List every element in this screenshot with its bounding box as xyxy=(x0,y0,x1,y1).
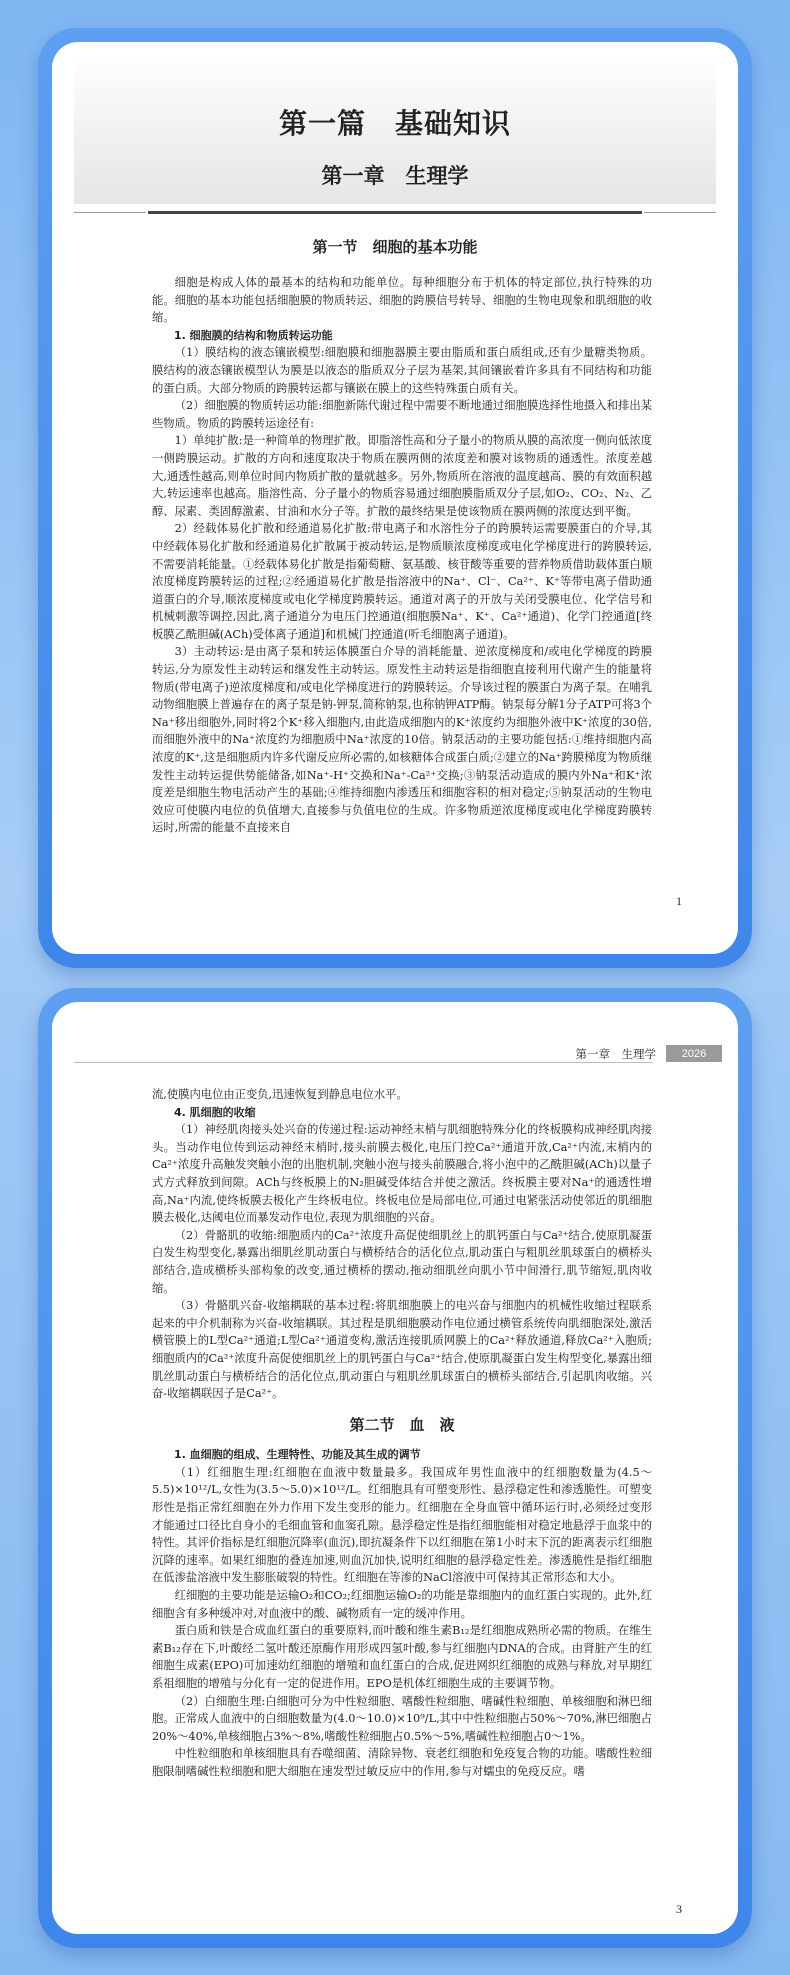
paragraph: 2）经载体易化扩散和经通道易化扩散:带电离子和水溶性分子的跨膜转运需要膜蛋白的介导,其中经载体易化扩散和经通道易化扩散属于被动转运,是物质顺浓度梯度或电化学梯度进行的跨膜转运,不需要消耗能量。①经载体易化扩散是指葡萄糖、氨基酸、核苷酸等重要的营养物质借助载体蛋白顺浓度梯度跨膜转运的过程;②经通道易化扩散是指溶液中的Na⁺、Cl⁻、Ca²⁺、K⁺等带电离子借助通道蛋白的介导,顺浓度梯度或电化学梯度跨膜转运。通道对离子的开放与关闭受膜电位、化学信号和机械刺激等调控,因此,离子通道分为电压门控通道(细胞膜Na⁺、K⁺、Ca²⁺通道)、化学门控通道[终板膜乙酰胆碱(ACh)受体离子通道]和机械门控通道(听毛细胞离子通道)。 xyxy=(152,522,652,641)
paragraph: （1）神经肌肉接头处兴奋的传递过程:运动神经末梢与肌细胞特殊分化的终板膜构成神经肌肉接头。当动作电位传到运动神经末梢时,接头前膜去极化,电压门控Ca²⁺通道开放,Ca²⁺内流,末梢内的Ca²⁺浓度升高触发突触小泡的出胞机制,突触小泡与接头前膜融合,将小泡中的乙酰胆碱(ACh)以量子式方式释放到间隙。ACh与终板膜上的N₂胆碱受体结合并使之激活。终板膜主要对Na⁺的通透性增高,Na⁺内流,使终板膜去极化产生终板电位。终板电位是局部电位,可通过电紧张活动使邻近的肌细胞膜去极化,达阈电位而暴发动作电位,表现为肌细胞的兴奋。 xyxy=(152,1123,652,1225)
paragraph: （2）骨骼肌的收缩:细胞质内的Ca²⁺浓度升高促使细肌丝上的肌钙蛋白与Ca²⁺结合,使原肌凝蛋白发生构型变化,暴露出细肌丝肌动蛋白与横桥结合的活化位点,肌动蛋白与粗肌丝肌球蛋白的横桥头部结合,造成横桥头部构象的改变,通过横桥的摆动,拖动细肌丝向肌小节中间滑行,肌节缩短,肌肉收缩。 xyxy=(152,1228,652,1295)
subheading: 1. 细胞膜的结构和物质转运功能 xyxy=(174,328,333,342)
running-head-chapter: 第一章 生理学 xyxy=(575,1046,656,1061)
divider-left xyxy=(74,212,146,213)
section-title-1: 第一节 细胞的基本功能 xyxy=(312,238,478,256)
paragraph: 蛋白质和铁是合成血红蛋白的重要原料,而叶酸和维生素B₁₂是红细胞成熟所必需的物质。在维生素B₁₂存在下,叶酸经二氢叶酸还原酶作用形成四氢叶酸,参与红细胞内DNA的合成。由肾脏产生的红细胞生成素(EPO)可加速幼红细胞的增殖和血红蛋白的合成,促进网织红细胞的成熟与释放,对早期红系祖细胞的增殖与分化有一定的促进作用。EPO是机体红细胞生成的主要调节物。 xyxy=(152,1624,652,1690)
page-2-body xyxy=(152,1086,652,1781)
paragraph: 中性粒细胞和单核细胞具有吞噬细菌、清除异物、衰老红细胞和免疫复合物的功能。嗜酸性粒细胞限制嗜碱性粒细胞和肥大细胞在速发型过敏反应中的作用,参与对蠕虫的免疫反应。嗜 xyxy=(152,1747,652,1778)
page-frame-2 xyxy=(38,988,752,1948)
page-number: 3 xyxy=(676,1902,682,1916)
subheading: 4. 肌细胞的收缩 xyxy=(174,1105,256,1119)
paragraph: （1）膜结构的液态镶嵌模型:细胞膜和细胞器膜主要由脂质和蛋白质组成,还有少量糖类物质。膜结构的液态镶嵌模型认为膜是以液态的脂质双分子层为基架,其间镶嵌着许多具有不同结构和功能的蛋白质。大部分物质的跨膜转运都与镶嵌在膜上的这些特殊蛋白质有关。 xyxy=(152,346,652,395)
paragraph: 3）主动转运:是由离子泵和转运体膜蛋白介导的消耗能量、逆浓度梯度和/或电化学梯度的跨膜转运,分为原发性主动转运和继发性主动转运。原发性主动转运是指细胞直接利用代谢产生的能量将物质(带电离子)逆浓度梯度和/或电化学梯度进行的跨膜转运。介导该过程的膜蛋白为离子泵。在哺乳动物细胞膜上普遍存在的离子泵是钠-钾泵,简称钠泵,也称钠钾ATP酶。钠泵每分解1分子ATP可将3个Na⁺移出细胞外,同时将2个K⁺移入细胞内,由此造成细胞内的K⁺浓度约为细胞外液中K⁺浓度的30倍,而细胞外液中的Na⁺浓度约为细胞质中Na⁺浓度的10倍。钠泵活动的主要功能包括:①维持细胞内高浓度的K⁺,这是细胞质内许多代谢反应所必需的,如核糖体合成蛋白质;②建立的Na⁺跨膜梯度为物质继发性主动转运提供势能储备,如Na⁺-H⁺交换和Na⁺-Ca²⁺交换;③钠泵活动造成的膜内外Na⁺和K⁺浓度差是细胞生物电活动产生的基础;④维持细胞内渗透压和细胞容积的相对稳定;⑤钠泵活动的生物电效应可使膜内电位的负值增大,直接参与负值电位的生成。许多物质逆浓度梯度或电化学梯度跨膜转运时,所需的能量不直接来自 xyxy=(152,645,653,835)
paragraph: 流,使膜内电位由正变负,迅速恢复到静息电位水平。 xyxy=(152,1088,408,1101)
paragraph: （2）细胞膜的物质转运功能:细胞新陈代谢过程中需要不断地通过细胞膜选择性地摄入和排出某些物质。物质的跨膜转运途径有: xyxy=(152,399,652,430)
running-header xyxy=(576,1045,723,1062)
paragraph: （3）骨骼肌兴奋-收缩耦联的基本过程:将肌细胞膜上的电兴奋与细胞内的机械性收缩过程联系起来的中介机制称为兴奋-收缩耦联。其过程是肌细胞膜动作电位通过横管系统传向肌细胞深处,激活横管膜上的L型Ca²⁺通道;L型Ca²⁺通道变构,激活连接肌质网膜上的Ca²⁺释放通道,释放Ca²⁺入胞质;细胞质内的Ca²⁺浓度升高促使细肌丝上的肌钙蛋白与Ca²⁺结合,使原肌凝蛋白发生构型变化,暴露出细肌丝肌动蛋白与横桥结合的活化位点,肌动蛋白与粗肌丝肌球蛋白的横桥头部结合,引起肌肉收缩。兴奋-收缩耦联因子是Ca²⁺。 xyxy=(152,1299,652,1401)
paragraph: 细胞是构成人体的最基本的结构和功能单位。每种细胞分布于机体的特定部位,执行特殊的功能。细胞的基本功能包括细胞膜的物质转运、细胞的跨膜信号转导、细胞的生物电现象和肌细胞的收缩。 xyxy=(152,276,652,325)
document-page-2 xyxy=(52,1002,738,1934)
section-title-2: 第二节 血 液 xyxy=(349,1415,455,1434)
paragraph: （1）红细胞生理:红细胞在血液中数量最多。我国成年男性血液中的红细胞数量为(4.5～5.5)×10¹²/L,女性为(3.5～5.0)×10¹²/L。红细胞具有可塑变形性、悬浮稳定性和渗透脆性。可塑变形性是指正常红细胞在外力作用下发生变形的能力。红细胞在全身血管中循环运行时,必须经过变形才能通过口径比自身小的毛细血管和血窦孔隙。悬浮稳定性是指红细胞能相对稳定地悬浮于血浆中的特性。其评价指标是红细胞沉降率(血沉),即抗凝条件下以红细胞在第1小时末下沉的距离表示红细胞沉降的速率。如果红细胞的叠连加速,则血沉加快,说明红细胞的悬浮稳定性差。渗透脆性是指红细胞在低渗盐溶液中发生膨胀破裂的特性。红细胞在等渗的NaCl溶液中可保持其正常形态和大小。 xyxy=(152,1465,652,1585)
divider-right xyxy=(644,212,716,213)
divider-main xyxy=(148,211,642,214)
chapter-title: 第一章 生理学 xyxy=(321,163,469,188)
page-number: 1 xyxy=(676,894,682,908)
paragraph: （2）白细胞生理:白细胞可分为中性粒细胞、嗜酸性粒细胞、嗜碱性粒细胞、单核细胞和淋巴细胞。正常成人血液中的白细胞数量为(4.0～10.0)×10⁹/L,其中中性粒细胞占50%～70%,淋巴细胞占20%～40%,单核细胞占3%～8%,嗜酸性粒细胞占0.5%～5%,嗜碱性粒细胞占0～1%。 xyxy=(152,1694,652,1743)
year-badge: 2026 xyxy=(666,1045,722,1062)
part-title: 第一篇 基础知识 xyxy=(278,107,511,140)
paragraph: 红细胞的主要功能是运输O₂和CO₂;红细胞运输O₂的功能是靠细胞内的血红蛋白实现的。此外,红细胞含有多种缓冲对,对血液中的酸、碱物质有一定的缓冲作用。 xyxy=(152,1589,652,1620)
document-page-1 xyxy=(52,42,738,954)
page-frame-1 xyxy=(38,28,752,968)
page-1-body xyxy=(152,274,652,837)
header-rule xyxy=(74,1062,652,1063)
paragraph: 1）单纯扩散:是一种简单的物理扩散。即脂溶性高和分子量小的物质从膜的高浓度一侧向低浓度一侧跨膜运动。扩散的方向和速度取决于物质在膜两侧的浓度差和膜对该物质的通透性。浓度差越大,通透性越高,则单位时间内物质扩散的量就越多。另外,物质所在溶液的温度越高、膜的有效面积越大,转运速率也越高。脂溶性高、分子量小的物质容易通过细胞膜脂质双分子层,如O₂、CO₂、N₂、乙醇、尿素、类固醇激素、甘油和水分子等。扩散的最终结果是使该物质在膜两侧的浓度达到平衡。 xyxy=(152,434,652,518)
subheading: 1. 血细胞的组成、生理特性、功能及其生成的调节 xyxy=(174,1448,421,1462)
